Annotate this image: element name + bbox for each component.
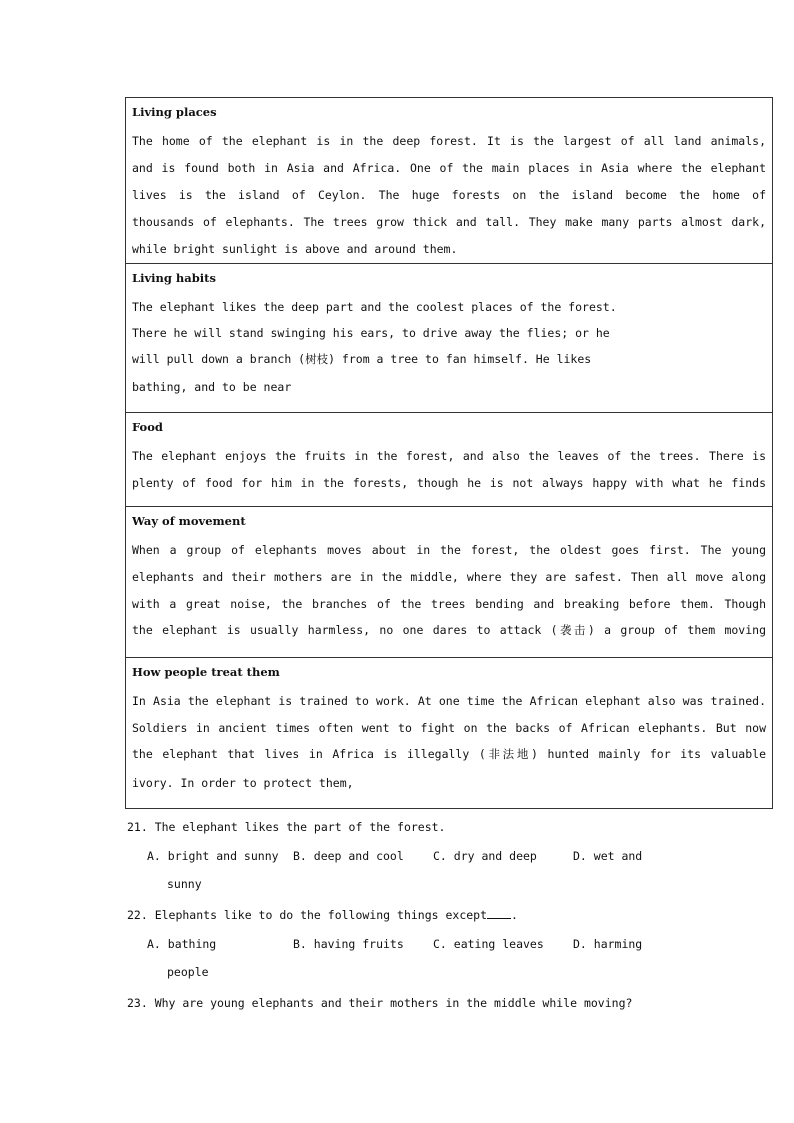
question-22-stem [127,900,767,930]
passage-line: thousands of elephants. The trees grow thick and tall. They make many parts almost dark, [132,215,766,229]
section-living-places [126,98,773,264]
passage-line: The home of the elephant is in the deep forest. It is the largest of all land animals, [132,134,766,148]
passage-line: bathing, and to be near [132,380,292,394]
option-a[interactable]: A. bathing [147,937,217,951]
answer-blank [487,907,511,919]
section-heading: Way of movement [132,514,246,528]
option-d-continued: sunny [167,877,202,891]
passage-line: while bright sunlight is above and around them. [132,242,458,256]
option-c[interactable]: C. dry and deep [433,849,537,863]
question-23-stem: 23. Why are young elephants and their mothers in the middle while moving? [127,996,633,1010]
section-heading: Living habits [132,271,216,285]
passage-line: elephants and their mothers are in the middle, where they are safest. Then all move along [132,570,766,584]
passage-line: ivory. In order to protect them, [132,776,354,790]
passage-line: The elephant enjoys the fruits in the forest, and also the leaves of the trees. There is [132,449,766,463]
passage-line: The elephant likes the deep part and the coolest places of the forest. [132,300,617,314]
passage-table [125,97,773,809]
section-heading: How people treat them [132,665,280,679]
passage-line: There he will stand swinging his ears, to drive away the flies; or he [132,326,610,340]
passage-line: will pull down a branch (树枝) from a tree to fan himself. He likes [132,352,592,366]
section-food [126,413,773,507]
option-d[interactable]: D. harming [573,937,643,951]
passage-line: In Asia the elephant is trained to work. At one time the African elephant also was trained. [132,694,766,708]
question-22-period: . [511,908,518,922]
question-21-stem: 21. The elephant likes the part of the forest. [127,820,446,834]
section-how-people-treat-them [126,658,773,809]
passage-line: Soldiers in ancient times often went to fight on the backs of African elephants. But now [132,721,766,735]
section-way-of-movement [126,507,773,658]
section-heading: Food [132,420,163,434]
option-c[interactable]: C. eating leaves [433,937,544,951]
passage-line: with a great noise, the branches of the trees bending and breaking before them. Though [132,597,766,611]
passage-line: plenty of food for him in the forests, though he is not always happy with what he finds [132,476,766,490]
question-22-text: 22. Elephants like to do the following things except [127,908,488,922]
option-d[interactable]: D. wet and [573,849,643,863]
option-a[interactable]: A. bright and sunny [147,849,279,863]
option-d-continued: people [167,965,209,979]
section-heading: Living places [132,105,217,119]
question-21-options [147,842,767,870]
option-b[interactable]: B. having fruits [293,937,404,951]
section-living-habits [126,264,773,413]
passage-line: When a group of elephants moves about in the forest, the oldest goes first. The young [132,543,766,557]
question-22-options [147,930,767,958]
option-b[interactable]: B. deep and cool [293,849,404,863]
questions [127,812,767,1018]
passage-line: the elephant that lives in Africa is illegally (非法地) hunted mainly for its valuable [132,747,766,761]
passage-line: lives is the island of Ceylon. The huge forests on the island become the home of [132,188,766,202]
passage-line: the elephant is usually harmless, no one dares to attack (袭击) a group of them moving [132,623,766,637]
passage-line: and is found both in Asia and Africa. One of the main places in Asia where the elephant [132,161,766,175]
